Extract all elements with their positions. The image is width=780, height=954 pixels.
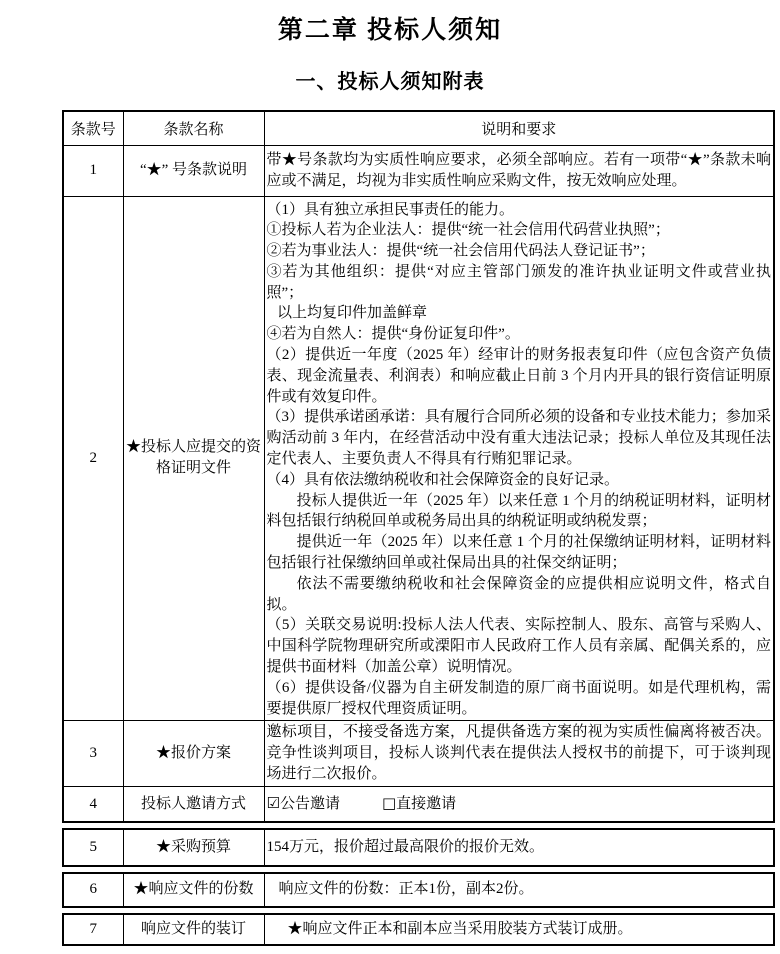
clause-desc: 邀标项目，不接受备选方案，凡提供备选方案的视为实质性偏离将被否决。竞争性谈判项目，投标人谈判代表在提供法人授权书的前提下，可于谈判现场进行二次报价。 (264, 721, 774, 787)
clause-no: 6 (63, 873, 123, 907)
invite-option-public (267, 796, 340, 812)
desc-paragraph: 以上均复印件加盖鲜章 (277, 305, 428, 322)
bidder-notice-table-row7 (62, 913, 775, 946)
desc-paragraph: ②若为事业法人：提供“统一社会信用代码法人登记证书”； (266, 243, 655, 260)
clause-name: ★投标人应提交的资格证明文件 (123, 196, 264, 721)
invite-option-label: 公告邀请 (279, 796, 340, 813)
clause-no: 2 (63, 196, 123, 721)
clause-desc (264, 787, 774, 822)
column-header-description: 说明和要求 (264, 111, 774, 145)
clause-no: 3 (63, 721, 123, 787)
column-header-clause-name: 条款名称 (123, 111, 264, 145)
bidder-notice-table-row6 (62, 872, 775, 908)
column-header-clause-no: 条款号 (63, 111, 123, 145)
desc-paragraph: （2）提供近一年度（2025 年）经审计的财务报表复印件（应包含资产负债表、现金流量表、利润表）和响应截止日前 3 个月内开具的银行资信证明原件或有效复印件。 (266, 347, 771, 405)
clause-desc: 带★号条款均为实质性响应要求，必须全部响应。若有一项带“★”条款未响应或不满足，均视为非实质性响应采购文件，按无效响应处理。 (264, 145, 774, 196)
clause-name: ★报价方案 (123, 721, 264, 787)
section-title: 一、投标人须知附表 (295, 71, 485, 93)
invite-option-direct (382, 796, 456, 812)
table-row (63, 196, 774, 721)
bidder-notice-table (62, 110, 775, 823)
invite-option-label: 直接邀请 (396, 796, 457, 813)
table-row (63, 787, 774, 822)
table-row (63, 914, 774, 945)
page-title: 第二章 投标人须知 (277, 17, 503, 44)
desc-paragraph: ④若为自然人：提供“身份证复印件”。 (266, 326, 520, 343)
bidder-notice-table-row5 (62, 828, 775, 867)
desc-paragraph: （1）具有独立承担民事责任的能力。 (266, 201, 515, 218)
clause-no: 5 (63, 829, 123, 866)
table-header-row (63, 111, 774, 145)
desc-paragraph: （3）提供承诺函承诺：具有履行合同所必须的设备和专业技术能力；参加采购活动前 3 年内，在经营活动中没有重大违法记录；投标人单位及其现任法定代表人、主要负责人不得具有行贿犯罪记录。 (266, 409, 771, 468)
table-row (63, 145, 774, 196)
desc-paragraph: 依法不需要缴纳税收和社会保障资金的应提供相应说明文件，格式自拟。 (266, 575, 771, 613)
desc-paragraph: 提供近一年（2025 年）以来任意 1 个月的社保缴纳证明材料，证明材料包括银行社保缴纳回单或社保局出具的社保交纳证明； (266, 534, 771, 572)
clause-no: 1 (63, 145, 123, 196)
clause-desc: 154万元，报价超过最高限价的报价无效。 (264, 829, 774, 866)
clause-no: 7 (63, 914, 123, 945)
table-row (63, 829, 774, 866)
desc-paragraph: （5）关联交易说明:投标人法人代表、实际控制人、股东、高管与采购人、中国科学院物理研究所或溧阳市人民政府工作人员有亲属、配偶关系的，应提供书面材料（加盖公章）说明情况。 (266, 617, 771, 676)
clause-desc: ★响应文件正本和副本应当采用胶装方式装订成册。 (264, 914, 774, 945)
desc-paragraph: （4）具有依法缴纳税收和社会保障资金的良好记录。 (266, 471, 620, 488)
clause-no: 4 (63, 787, 123, 822)
desc-paragraph: （6）提供设备/仪器为自主研发制造的原厂商书面说明。如是代理机构，需要提供原厂授权代理资质证明。 (266, 679, 771, 717)
clause-desc: 响应文件的份数：正本1份，副本2份。 (264, 873, 774, 907)
checkbox-unchecked-icon: □ (381, 794, 397, 813)
clause-name: 投标人邀请方式 (123, 787, 264, 822)
clause-name: 响应文件的装订 (123, 914, 264, 945)
clause-name: ★响应文件的份数 (123, 873, 264, 907)
table-row (63, 721, 774, 787)
checkbox-checked-icon: ☑ (266, 794, 280, 813)
desc-paragraph: ③若为其他组织：提供“对应主管部门颁发的准许执业证明文件或营业执照”； (266, 263, 771, 301)
clause-desc (264, 196, 774, 721)
desc-paragraph: 投标人提供近一年（2025 年）以来任意 1 个月的纳税证明材料，证明材料包括银行纳税回单或税务局出具的纳税证明或纳税发票； (266, 492, 771, 530)
clause-name: ★采购预算 (123, 829, 264, 866)
desc-paragraph: ①投标人若为企业法人：提供“统一社会信用代码营业执照”； (266, 222, 670, 239)
clause-name: “★” 号条款说明 (123, 145, 264, 196)
table-row (63, 873, 774, 907)
